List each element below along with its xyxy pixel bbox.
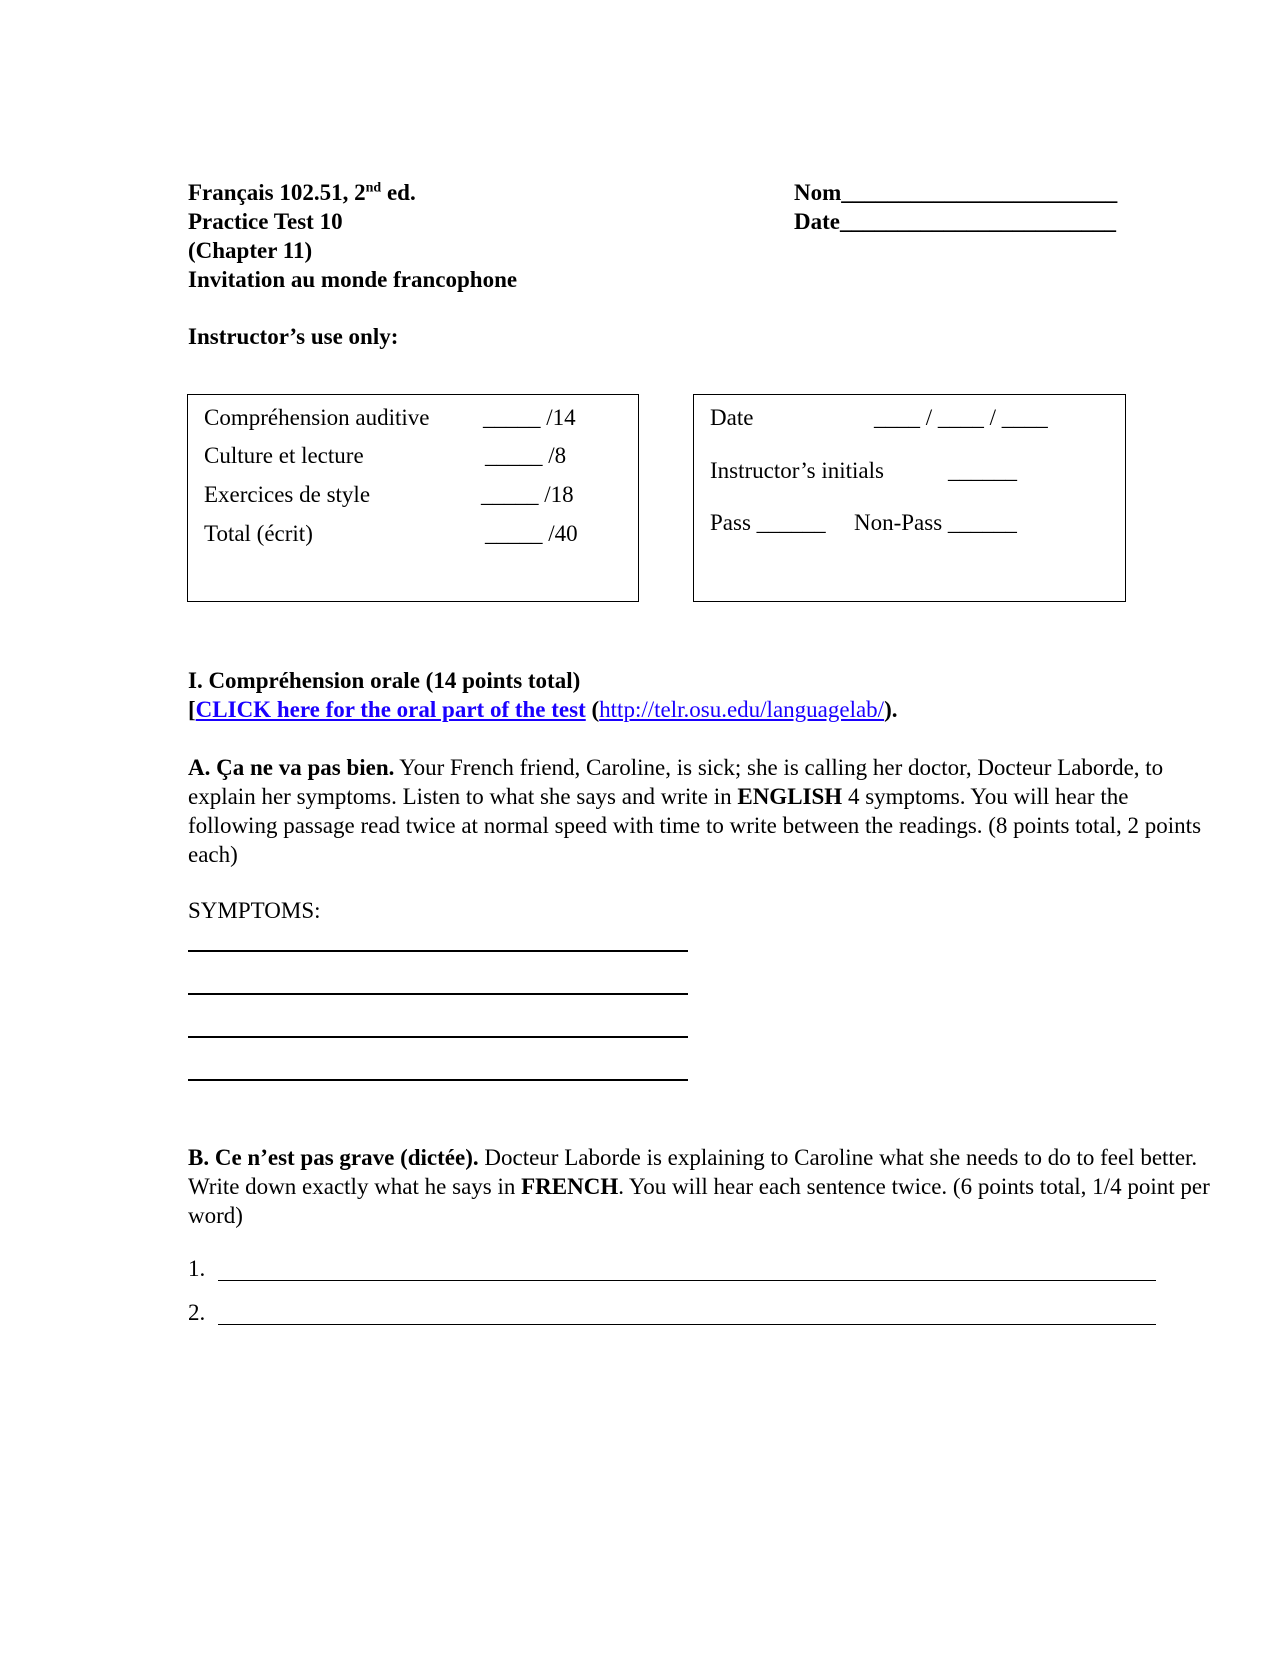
part-a-instructions: A. Ça ne va pas bien. Your French friend, Caroline, is sick; she is calling her doctor, Docteur Laborde, to explain her symptoms. Listen to what she says and write in ENGLISH 4 symptoms. You will hear the following passage read twice at normal speed with time to write between the readings. (8 points total, 2 points each) bbox=[188, 755, 1202, 867]
oral-test-link[interactable]: CLICK here for the oral part of the test bbox=[195, 697, 586, 722]
symptom-answer-line[interactable] bbox=[188, 950, 688, 952]
nom-field[interactable]: Nom________________________ bbox=[794, 180, 1118, 205]
symptoms-label: SYMPTOMS: bbox=[188, 898, 321, 923]
grading-box bbox=[693, 394, 1126, 602]
language-lab-url[interactable]: http://telr.osu.edu/languagelab/ bbox=[599, 697, 885, 722]
score-value: _____ /8 bbox=[485, 443, 567, 468]
initials-label: Instructor’s initials bbox=[710, 458, 884, 483]
dictation-answer-line[interactable] bbox=[218, 1280, 1156, 1281]
pass-field[interactable]: Pass ______ bbox=[710, 510, 826, 535]
oral-test-link-line: [CLICK here for the oral part of the test (http://telr.osu.edu/languagelab/). bbox=[188, 697, 898, 722]
score-box bbox=[187, 394, 639, 602]
dictation-item-number: 1. bbox=[188, 1256, 206, 1281]
grading-date-blanks[interactable]: ____ / ____ / ____ bbox=[874, 405, 1048, 430]
course-title: Français 102.51, 2nd ed. bbox=[188, 180, 416, 205]
score-value: _____ /40 bbox=[485, 521, 578, 546]
score-value: _____ /14 bbox=[483, 405, 576, 430]
symptom-answer-line[interactable] bbox=[188, 1036, 688, 1038]
initials-blank[interactable]: ______ bbox=[948, 458, 1017, 483]
chapter-label: (Chapter 11) bbox=[188, 238, 313, 263]
nonpass-field[interactable]: Non-Pass ______ bbox=[854, 510, 1017, 535]
section-title: I. Compréhension orale (14 points total) bbox=[188, 668, 581, 693]
dictation-item-number: 2. bbox=[188, 1300, 206, 1325]
score-label: Culture et lecture bbox=[204, 443, 364, 468]
student-info bbox=[794, 178, 1117, 236]
course-header bbox=[188, 178, 517, 294]
book-title: Invitation au monde francophone bbox=[188, 267, 518, 292]
symptom-answer-line[interactable] bbox=[188, 993, 688, 995]
test-title: Practice Test 10 bbox=[188, 209, 343, 234]
date-field[interactable]: Date________________________ bbox=[794, 209, 1116, 234]
score-label: Compréhension auditive bbox=[204, 405, 430, 430]
instructor-heading: Instructor’s use only: bbox=[188, 324, 399, 349]
symptom-answer-line[interactable] bbox=[188, 1079, 688, 1081]
grading-date-label: Date bbox=[710, 405, 754, 430]
score-label: Exercices de style bbox=[204, 482, 371, 507]
part-b-instructions: B. Ce n’est pas grave (dictée). Docteur Laborde is explaining to Caroline what she needs to do to feel better. Write down exactly what he says in FRENCH. You will hear each sentence twice. (6 points total, 1/4 point per word) bbox=[188, 1145, 1210, 1228]
dictation-answer-line[interactable] bbox=[218, 1324, 1156, 1325]
score-value: _____ /18 bbox=[481, 482, 574, 507]
score-label: Total (écrit) bbox=[204, 521, 313, 546]
